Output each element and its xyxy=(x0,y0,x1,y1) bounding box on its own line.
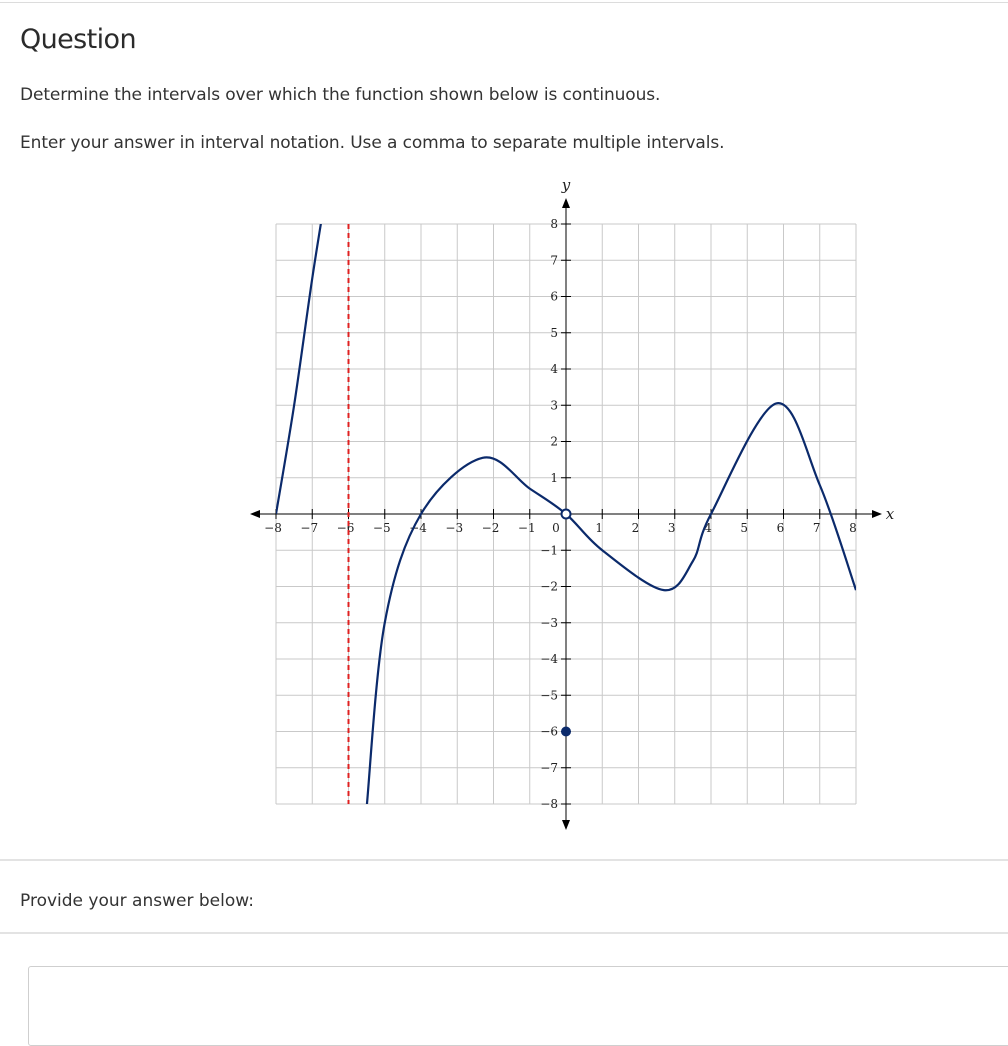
question-instructions: Enter your answer in interval notation. Use a comma to separate multiple intervals. xyxy=(20,133,725,153)
x-tick-label: 1 xyxy=(595,521,604,535)
x-axis-right-arrow xyxy=(872,510,882,518)
question-prompt: Determine the intervals over which the function shown below is continuous. xyxy=(20,85,661,105)
x-tick-label: 7 xyxy=(812,521,821,535)
y-tick-label: 7 xyxy=(550,253,558,268)
y-tick-label: −2 xyxy=(540,579,558,594)
answer-input[interactable] xyxy=(28,966,1008,1046)
x-axis-left-arrow xyxy=(250,510,260,518)
x-tick-label: −2 xyxy=(481,521,500,535)
y-tick-label: 1 xyxy=(550,470,558,485)
x-tick-label: −4 xyxy=(409,521,427,535)
y-tick-label: −6 xyxy=(540,724,558,739)
function-graph xyxy=(240,170,920,850)
x-tick-label: −8 xyxy=(264,521,282,535)
x-tick-label: 3 xyxy=(667,521,676,535)
x-tick-label: −3 xyxy=(445,521,464,535)
x-tick-label: 0 xyxy=(552,521,560,535)
y-tick-label: 2 xyxy=(550,434,558,449)
function-curve-branch-2 xyxy=(367,403,856,807)
x-tick-label: 5 xyxy=(740,521,749,535)
y-tick-label: −3 xyxy=(540,615,558,630)
y-tick-label: 5 xyxy=(550,325,558,340)
answer-divider xyxy=(0,932,1008,934)
x-tick-label: 8 xyxy=(849,521,857,535)
question-heading: Question xyxy=(20,24,136,55)
y-axis-down-arrow xyxy=(562,820,570,830)
x-tick-label: 2 xyxy=(631,521,640,535)
y-axis-up-arrow xyxy=(562,198,570,208)
x-tick-label: −7 xyxy=(300,521,319,535)
y-tick-label: 6 xyxy=(550,289,558,304)
x-tick-label: −5 xyxy=(372,521,391,535)
x-tick-label: −6 xyxy=(336,521,355,535)
y-tick-label: 4 xyxy=(550,362,558,376)
y-tick-label: −8 xyxy=(540,797,558,811)
y-tick-label: −7 xyxy=(540,760,558,775)
open-point xyxy=(562,510,571,519)
section-divider xyxy=(0,859,1008,861)
y-tick-label: −4 xyxy=(540,652,558,666)
y-tick-label: 8 xyxy=(550,217,558,231)
x-tick-label: −1 xyxy=(517,521,536,535)
x-tick-label: 6 xyxy=(776,521,785,535)
function-curve-branch-1 xyxy=(276,188,327,514)
answer-label: Provide your answer below: xyxy=(20,891,254,911)
y-axis-label: y xyxy=(561,176,571,194)
x-tick-label: 4 xyxy=(704,521,712,535)
y-tick-label: −5 xyxy=(540,688,558,703)
y-tick-label: 3 xyxy=(550,398,558,413)
x-axis-label: x xyxy=(885,505,895,523)
closed-point xyxy=(561,727,571,737)
y-tick-label: −1 xyxy=(540,543,558,558)
top-divider xyxy=(0,2,1008,3)
